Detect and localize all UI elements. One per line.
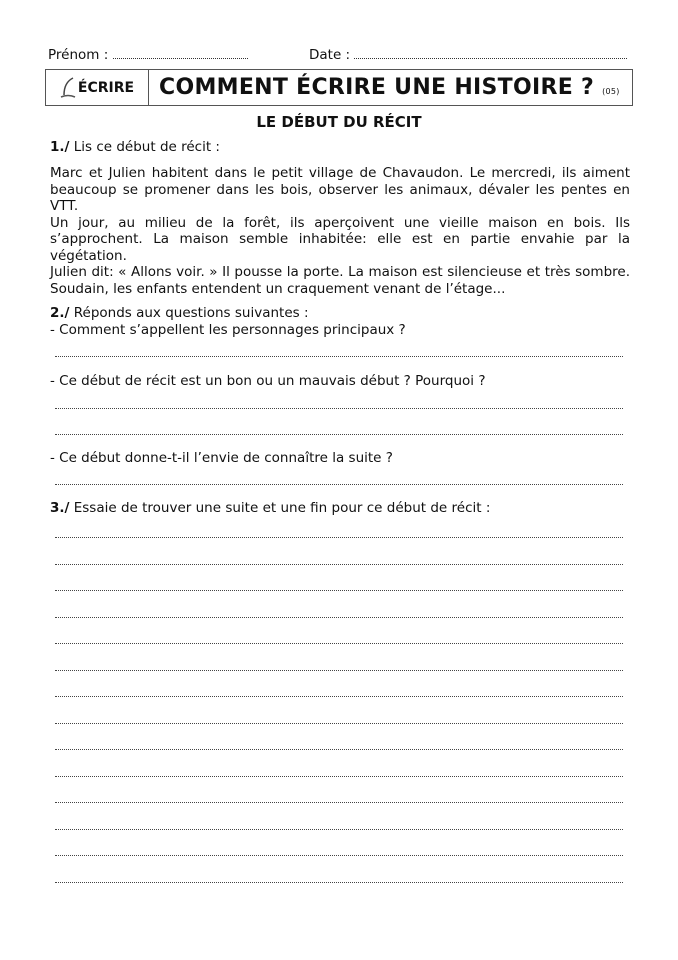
question-2c: - Ce début donne-t-il l’envie de connaître la suite ? — [50, 450, 393, 466]
answer-line[interactable] — [55, 537, 623, 538]
answer-line[interactable] — [55, 723, 623, 724]
answer-line[interactable] — [55, 829, 623, 830]
answer-line[interactable] — [55, 670, 623, 671]
quill-book-icon — [60, 77, 76, 99]
question-2: 2./ Réponds aux questions suivantes : — [50, 305, 309, 321]
answer-line[interactable] — [55, 590, 623, 591]
answer-line[interactable] — [55, 484, 623, 485]
prenom-field[interactable] — [48, 47, 248, 63]
answer-line[interactable] — [55, 356, 623, 357]
story-text — [50, 165, 630, 297]
ecrire-logo — [46, 70, 149, 105]
date-field[interactable] — [309, 47, 627, 63]
story-paragraph: Un jour, au milieu de la forêt, ils aperçoivent une vieille maison en bois. Ils s’approchent. La maison semble inhabitée: elle est en partie envahie par la végétation. — [50, 214, 630, 264]
answer-line[interactable] — [55, 749, 623, 750]
date-label: Date : — [309, 47, 351, 63]
story-paragraph: Marc et Julien habitent dans le petit village de Chavaudon. Le mercredi, ils aiment beaucoup se promener dans les bois, observer les animaux, dévaler les pentes en VTT. — [50, 165, 630, 214]
question-2a: - Comment s’appellent les personnages principaux ? — [50, 322, 406, 338]
answer-line[interactable] — [55, 855, 623, 856]
answer-line[interactable] — [55, 434, 623, 435]
subtitle: LE DÉBUT DU RÉCIT — [256, 113, 422, 131]
question-1: 1./ Lis ce début de récit : — [50, 139, 220, 155]
answer-line[interactable] — [55, 882, 623, 883]
logo-text: ÉCRIRE — [77, 79, 135, 96]
answer-line[interactable] — [55, 617, 623, 618]
prenom-label: Prénom : — [48, 47, 109, 63]
answer-line[interactable] — [55, 696, 623, 697]
page-title — [149, 70, 632, 105]
answer-line[interactable] — [55, 643, 623, 644]
title-text: COMMENT ÉCRIRE UNE HISTOIRE ? — [159, 75, 595, 100]
answer-line[interactable] — [55, 408, 623, 409]
answer-line[interactable] — [55, 564, 623, 565]
answer-line[interactable] — [55, 776, 623, 777]
question-3: 3./ Essaie de trouver une suite et une fin pour ce début de récit : — [50, 500, 491, 516]
answer-line[interactable] — [55, 802, 623, 803]
question-2b: - Ce début de récit est un bon ou un mauvais début ? Pourquoi ? — [50, 373, 486, 389]
sheet-number: (05) — [602, 87, 620, 96]
story-paragraph: Julien dit: « Allons voir. » Il pousse la porte. La maison est silencieuse et très sombre. Soudain, les enfants entendent un craquement venant de l’étage... — [50, 264, 630, 297]
title-banner — [45, 69, 633, 106]
